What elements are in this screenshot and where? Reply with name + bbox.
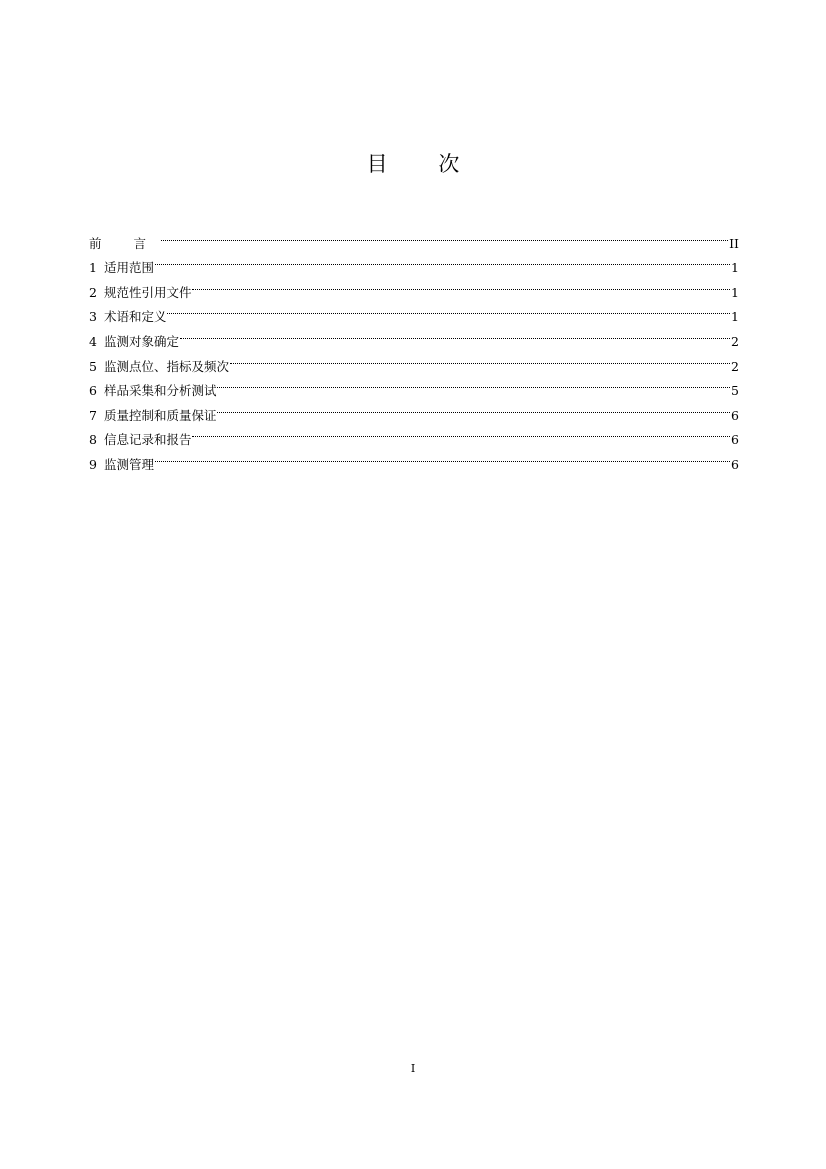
toc-entry-label: 术语和定义 [103, 309, 167, 325]
toc-entry-preface[interactable] [89, 223, 739, 251]
toc-leader-dots [161, 223, 728, 248]
toc-leader-dots [230, 346, 730, 371]
toc-entry-label: 监测对象确定 [103, 333, 179, 349]
toc-leader-dots [217, 395, 730, 420]
toc-entry-1[interactable] [89, 248, 739, 276]
toc-entry-number: 4 [89, 333, 97, 349]
toc-entry-page: 6 [731, 407, 739, 423]
toc-entry-page: 2 [731, 358, 739, 374]
toc-entry-label: 信息记录和报告 [103, 432, 192, 448]
toc-entry-4[interactable] [89, 321, 739, 349]
toc-entry-number: 5 [89, 358, 97, 374]
toc-leader-dots [192, 420, 730, 445]
toc-leader-dots [217, 371, 730, 396]
toc-entry-label: 监测管理 [103, 456, 154, 472]
page-title: 目 次 [366, 152, 482, 176]
toc-entry-label: 监测点位、指标及频次 [103, 358, 229, 374]
toc-entry-2[interactable] [89, 272, 739, 300]
page-number: I [410, 1062, 416, 1075]
toc-entry-5[interactable] [89, 346, 739, 374]
toc-entry-page: 1 [731, 309, 739, 325]
toc-leader-dots [155, 248, 730, 273]
toc-entry-label: 适用范围 [103, 260, 154, 276]
toc-entry-label: 前 言 [89, 235, 160, 251]
toc-entry-number: 2 [89, 284, 97, 300]
toc-entry-label: 样品采集和分析测试 [103, 383, 217, 399]
toc-entry-number: 1 [89, 260, 97, 276]
toc-entry-number: 8 [89, 432, 97, 448]
toc-entry-number: 6 [89, 383, 97, 399]
toc-entry-page: II [729, 235, 739, 251]
toc-entry-9[interactable] [89, 444, 739, 472]
toc-leader-dots [192, 272, 730, 297]
toc-entry-page: 5 [731, 383, 739, 399]
toc-entry-number: 7 [89, 407, 97, 423]
toc-entry-3[interactable] [89, 297, 739, 325]
table-of-contents [89, 223, 739, 472]
toc-leader-dots [155, 444, 730, 469]
toc-entry-page: 6 [731, 456, 739, 472]
toc-entry-number: 3 [89, 309, 97, 325]
toc-entry-page: 1 [731, 260, 739, 276]
toc-entry-page: 1 [731, 284, 739, 300]
toc-leader-dots [180, 321, 730, 346]
toc-leader-dots [167, 297, 730, 322]
toc-entry-page: 2 [731, 333, 739, 349]
toc-entry-number: 9 [89, 456, 97, 472]
toc-entry-label: 规范性引用文件 [103, 284, 192, 300]
toc-entry-page: 6 [731, 432, 739, 448]
toc-entry-label: 质量控制和质量保证 [103, 407, 217, 423]
